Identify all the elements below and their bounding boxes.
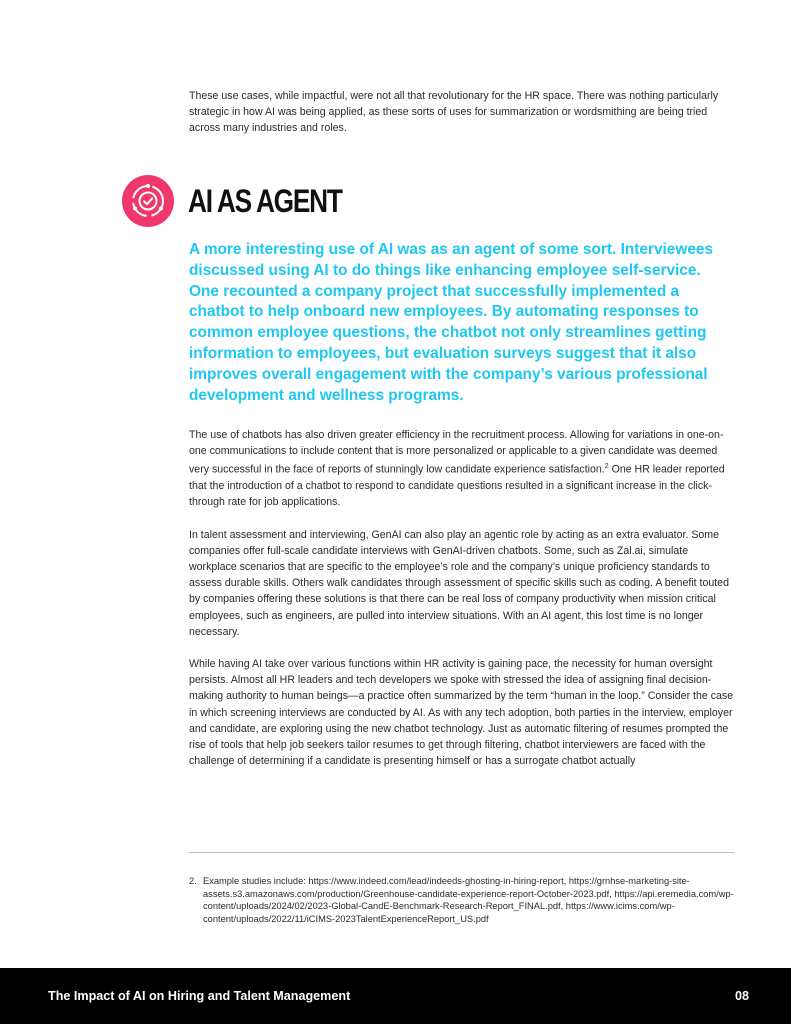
agent-check-icon (122, 175, 174, 227)
footnote-text[interactable]: Example studies include: https://www.indeed.com/lead/indeeds-ghosting-in-hiring-report, https://grnhse-marketing-site-assets.s3.amazonaws.com/production/Greenhouse-candidate-experience-report-October-2023.pdf, https://api.eremedia.com/wp-content/uploads/2024/02/2023-Global-CandE-Benchmark-Research-Report_FINAL.pdf, https://www.icims.com/wp-content/uploads/2022/11/iCIMS-2023TalentExperienceReport_US.pdf (203, 876, 734, 924)
footnote (189, 875, 734, 925)
paragraph-1-text: The use of chatbots has also driven greater efficiency in the recruitment process. Allowing for variations in one-on-one communications to include content that is more personalized or applicable to a given candidate was deemed very successful in the face of reports of stunningly low candidate experience satisfaction. (189, 429, 724, 476)
intro-paragraph: These use cases, while impactful, were not all that revolutionary for the HR space. There was nothing particularly strategic in how AI was being applied, as these sorts of uses for summarization or wordsmithing are being tried across many industries and roles. (189, 90, 719, 135)
page-number: 08 (734, 989, 749, 1003)
body-paragraph-2: In talent assessment and interviewing, GenAI can also play an agentic role by acting as an extra evaluator. Some companies offer full-scale candidate interviews with GenAI-driven chatbots. Some, such as Zal.ai, simulate workplace scenarios that are specific to the employee’s role and the company’s unique proficiency standards to assess durable skills. Others walk candidates through assessment of specific skills such as coding. A benefit touted by companies offering these solutions is that there can be real loss of company productivity when mission critical employees, such as engineers, are pulled into interview situations. With an AI agent, this lost time is no longer necessary. (189, 528, 729, 638)
body-paragraph-3: While having AI take over various functions within HR activity is gaining pace, the necessity for human oversight persists. Almost all HR leaders and tech developers we spoke with stressed the idea of assigning final decision-making authority to human beings—a practice often summarized by the term “human in the loop.” Consider the case in which screening interviews are conducted by AI. As with any tech adoption, both parties in the interview, employer and candidate, are exploring using the new chatbot technology. Just as automatic filtering of resumes prompted the rise of tools that help job seekers tailor resumes to get through filtering, chatbot interviewers are faced with the challenge of determining if a candidate is presenting himself or has a surrogate chatbot actually (189, 657, 734, 768)
body-text (189, 427, 734, 785)
lede-paragraph: A more interesting use of AI was as an agent of some sort. Interviewees discussed using AI to do things like enhancing employee self-service. One recounted a company project that successfully implemented a chatbot to help onboard new employees. By automating responses to common employee questions, the chatbot not only streamlines getting information to employees, but evaluation surveys suggest that it also improves overall engagement with the company’s various professional development and wellness programs. (189, 241, 714, 404)
page-footer (0, 968, 791, 1024)
footnote-divider (189, 852, 734, 853)
paragraph-1-text-cont: One HR leader reported that the introduction of a chatbot to respond to candidate questions resulted in a significant increase in the click-through rate for job applications. (189, 463, 725, 509)
section-header (122, 175, 375, 227)
footnote-ref[interactable]: 2 (604, 463, 609, 471)
footer-title: The Impact of AI on Hiring and Talent Management (48, 989, 351, 1003)
body-paragraph-1 (189, 427, 734, 511)
footnote-number: 2. (189, 876, 197, 886)
section-title: AI AS AGENT (188, 182, 342, 219)
